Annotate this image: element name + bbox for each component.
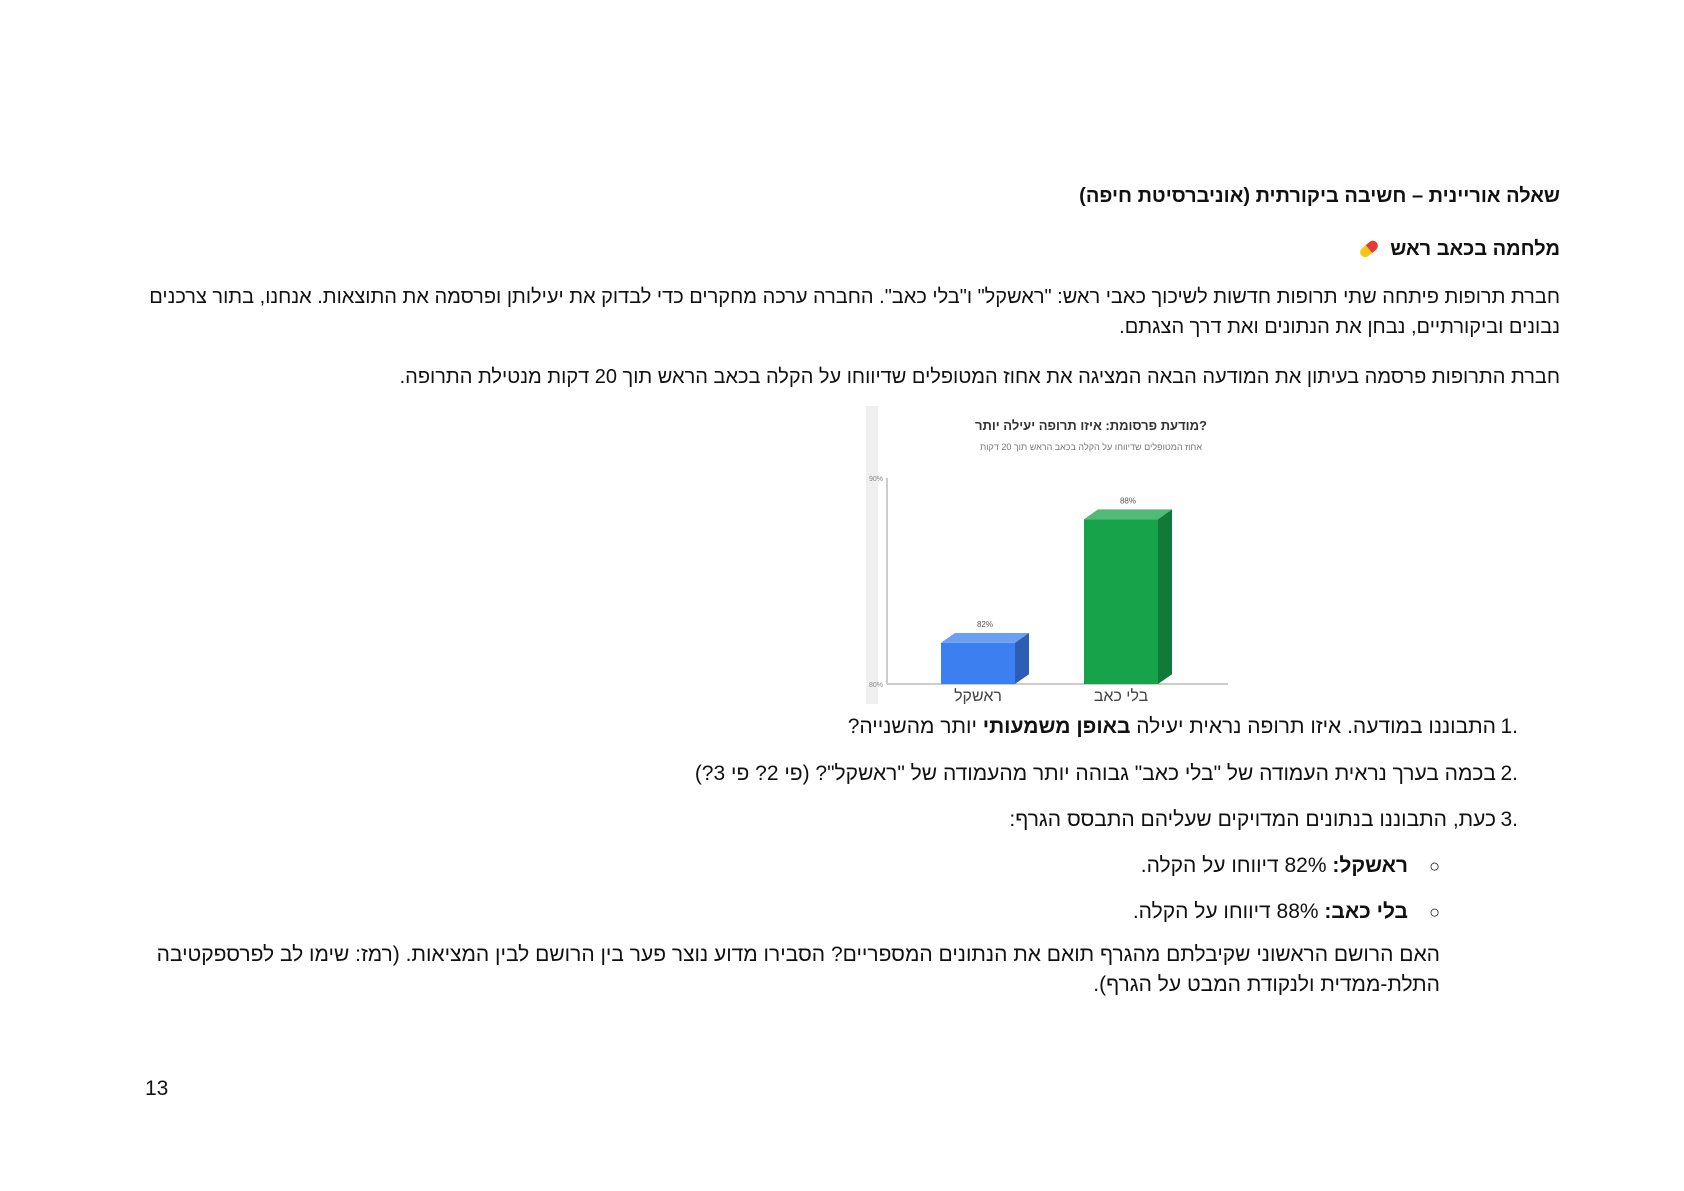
question-1-text-bold: באופן משמעותי bbox=[982, 715, 1131, 738]
chart-svg bbox=[866, 406, 1228, 704]
closing-paragraph: האם הרושם הראשוני שקיבלתם מהגרף תואם את הנתונים המספריים? הסבירו מדוע נוצר פער בין הרושם לבין המציאות. (רמז: שימו לב לפרספקטיבה התלת-ממדית ולנקודת המבט על הגרף). bbox=[156, 943, 1440, 996]
bar-0-top bbox=[941, 633, 1029, 643]
bar-0-front bbox=[941, 643, 1015, 684]
bar-1-front bbox=[1084, 519, 1158, 684]
question-3-number: 3. bbox=[1500, 808, 1518, 831]
question-2: בכמה בערך נראית העמודה של "בלי כאב" גבוהה יותר מהעמודה של "ראשקל"? (פי 2? פי 3?) bbox=[694, 762, 1496, 785]
question-2-number: 2. bbox=[1500, 762, 1518, 785]
subtitle-text: מלחמה בכאב ראש bbox=[1390, 238, 1560, 260]
question-1-number: 1. bbox=[1500, 715, 1518, 738]
x-category-label-1: בלי כאב bbox=[1093, 688, 1149, 704]
bar-0-value-label: 82% bbox=[976, 620, 994, 629]
fact-1-label: ראשקל: bbox=[1332, 854, 1408, 877]
fact-2-label: בלי כאב: bbox=[1324, 900, 1408, 923]
y-tick-label-1: 90% bbox=[869, 476, 884, 483]
ad-chart bbox=[866, 406, 1228, 704]
question-1 bbox=[848, 712, 1496, 742]
chart-subtitle: אחוז המטופלים שדיווחו על הקלה בכאב הראש תוך 20 דקות bbox=[979, 442, 1203, 452]
fact-1 bbox=[1141, 851, 1408, 881]
intro-paragraph: חברת תרופות פיתחה שתי תרופות חדשות לשיכוך כאבי ראש: "ראשקל" ו"בלי כאב". החברה ערכה מחקרים כדי לבדוק את יעילותן ופרסמה את התוצאות. אנחנו, בתור צרכנים נבונים וביקורתיים, נבחן את הנתונים ואת דרך הצגתם. bbox=[149, 286, 1560, 338]
fact-2-text: 88% דיווחו על הקלה. bbox=[1132, 900, 1325, 923]
chart-left-shade bbox=[866, 406, 878, 704]
bar-1-side bbox=[1158, 509, 1172, 684]
question-1-text-after: יותר מהשנייה? bbox=[847, 715, 983, 738]
subtitle bbox=[1356, 234, 1560, 264]
bar-1-top bbox=[1084, 509, 1172, 519]
chart-marks bbox=[869, 476, 1172, 704]
bar-1-value-label: 88% bbox=[1119, 496, 1137, 506]
fact-1-bullet: ○ bbox=[1429, 856, 1440, 876]
fact-2-bullet: ○ bbox=[1429, 902, 1440, 922]
question-1-text-before: התבוננו במודעה. איזו תרופה נראית יעילה bbox=[1130, 715, 1496, 738]
page-title: שאלה אוריינית – חשיבה ביקורתית (אוניברסיטת חיפה) bbox=[1079, 185, 1560, 207]
pill-icon bbox=[1356, 236, 1382, 262]
question-3: כעת, התבוננו בנתונים המדויקים שעליהם התבסס הגרף: bbox=[1009, 808, 1496, 831]
y-tick-label-0: 80% bbox=[869, 682, 884, 689]
fact-2 bbox=[1133, 897, 1408, 927]
chart-title: מודעת פרסומת: איזו תרופה יעילה יותר? bbox=[975, 418, 1207, 433]
page-number: 13 bbox=[145, 1077, 169, 1100]
ad-description: חברת התרופות פרסמה בעיתון את המודעה הבאה המציגה את אחוז המטופלים שדיווחו על הקלה בכאב הראש תוך 20 דקות מנטילת התרופה. bbox=[399, 366, 1560, 388]
fact-1-text: 82% דיווחו על הקלה. bbox=[1140, 854, 1333, 877]
x-category-label-0: ראשקל bbox=[954, 688, 1002, 704]
